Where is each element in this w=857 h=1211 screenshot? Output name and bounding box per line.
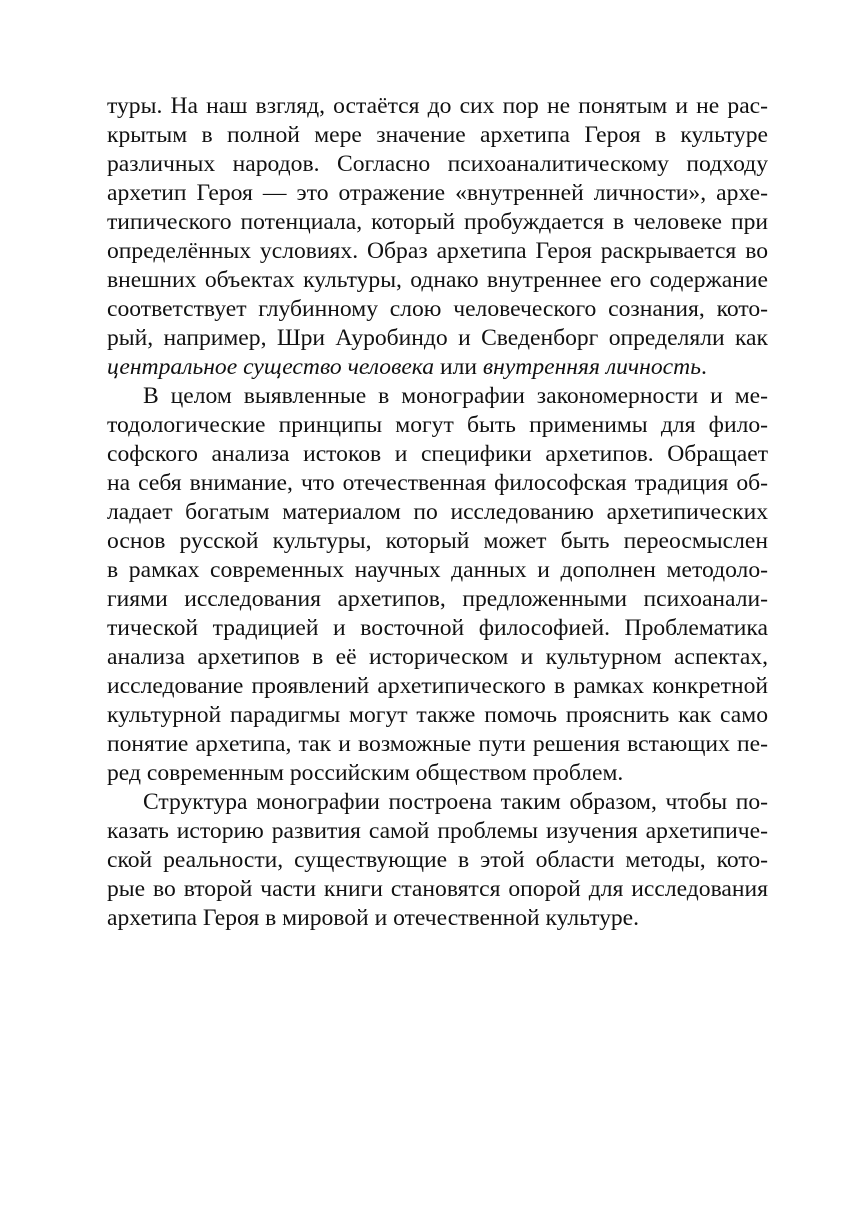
text-line: туры. На наш взгляд, остаётся до сих пор не понятым и не рас- [107, 93, 768, 119]
text-line-last [107, 353, 768, 382]
text-line: основ русской культуры, который может быть переосмыслен [107, 528, 768, 554]
text-line: на себя внимание, что отечественная философская традиция об- [107, 470, 768, 496]
text-line: гиями исследования архетипов, предложенными психоанали- [107, 586, 768, 612]
text-line: софского анализа истоков и специфики архетипов. Обращает [107, 441, 768, 467]
text-line: определённых условиях. Образ архетипа Героя раскрывается во [107, 238, 768, 264]
text-line: понятие архетипа, так и возможные пути решения встающих пе- [107, 731, 768, 757]
text-line: Структура монографии построена таким образом, чтобы по- [143, 789, 768, 815]
text-line: крытым в полной мере значение архетипа Героя в культуре [107, 122, 768, 148]
text-line: В целом выявленные в монографии закономерности и ме- [143, 383, 768, 409]
text-line: культурной парадигмы могут также помочь прояснить как само [107, 702, 768, 728]
italic-term: внутренняя личность [482, 354, 701, 380]
connector-text: или [434, 354, 483, 380]
text-line: различных народов. Согласно психоаналитическому подходу [107, 151, 768, 177]
text-line: в рамках современных научных данных и дополнен методоло- [107, 557, 768, 583]
text-line: ладает богатым материалом по исследованию архетипических [107, 499, 768, 525]
body-text [107, 92, 768, 933]
text-line: тодологические принципы могут быть применимы для фило- [107, 412, 768, 438]
text-line: рые во второй части книги становятся опорой для исследования [107, 876, 768, 902]
text-line: архетипа Героя в мировой и отечественной культуре. [107, 905, 640, 931]
text-line: типического потенциала, который пробуждается в человеке при [107, 209, 768, 235]
text-line: казать историю развития самой проблемы изучения архетипиче- [107, 818, 768, 844]
paragraph-2 [107, 382, 768, 788]
period-text: . [700, 354, 707, 380]
italic-term: центральное существо человека [107, 354, 435, 380]
text-line: рый, например, Шри Ауробиндо и Сведенборг определяли как [107, 325, 768, 351]
text-line: анализа архетипов в её историческом и культурном аспектах, [107, 644, 768, 670]
paragraph-1 [107, 92, 768, 382]
text-line: ред современным российским обществом проблем. [107, 760, 624, 786]
paragraph-3 [107, 788, 768, 933]
text-line: внешних объектах культуры, однако внутреннее его содержание [107, 267, 768, 293]
text-line: исследование проявлений архетипического в рамках конкретной [107, 673, 768, 699]
text-line: архетип Героя — это отражение «внутренней личности», архе- [107, 180, 768, 206]
text-line: тической традицией и восточной философией. Проблематика [107, 615, 768, 641]
text-line: соответствует глубинному слою человеческого сознания, кото- [107, 296, 768, 322]
text-line: ской реальности, существующие в этой области методы, кото- [107, 847, 768, 873]
